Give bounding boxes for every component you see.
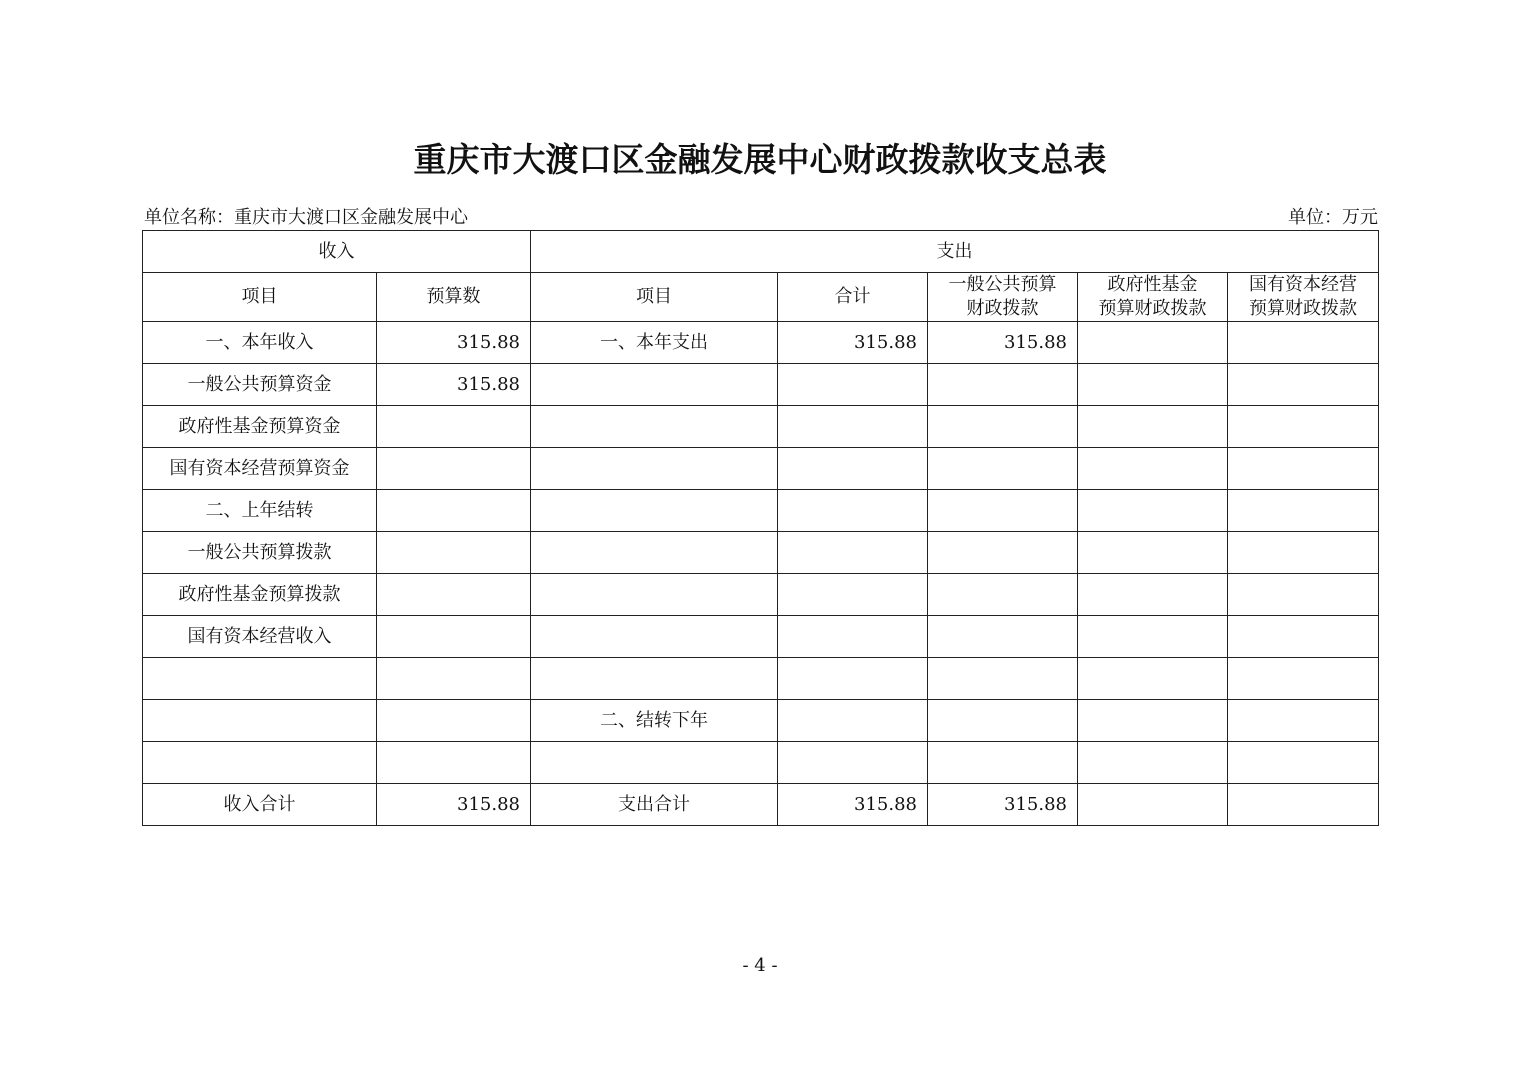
- gov-fund-budget-header-line1: 政府性基金: [1107, 274, 1198, 295]
- general-public-budget-cell: [928, 448, 1078, 490]
- section-header-row: [143, 231, 1379, 273]
- general-public-budget-cell: [928, 490, 1078, 532]
- table-row: [143, 784, 1379, 826]
- budget-amount-header: 预算数: [377, 273, 531, 322]
- table-row: [143, 532, 1379, 574]
- gov-fund-budget-cell: [1078, 406, 1228, 448]
- gov-fund-budget-cell: [1078, 658, 1228, 700]
- expense-item-cell: [531, 742, 778, 784]
- unit-name-label: 单位名称：重庆市大渡口区金融发展中心: [144, 207, 468, 228]
- total-cell: [778, 658, 928, 700]
- expense-item-cell: [531, 364, 778, 406]
- state-capital-budget-header: [1228, 273, 1379, 322]
- income-item-cell: 政府性基金预算资金: [143, 406, 377, 448]
- total-cell: [778, 406, 928, 448]
- expense-item-cell: [531, 574, 778, 616]
- budget-amount-cell: [377, 658, 531, 700]
- total-cell: [778, 616, 928, 658]
- total-cell: [778, 364, 928, 406]
- total-cell: [778, 574, 928, 616]
- state-capital-budget-cell: [1228, 784, 1379, 826]
- unit-label: 单位：万元: [1288, 207, 1378, 228]
- income-item-cell: 一般公共预算拨款: [143, 532, 377, 574]
- income-item-cell: [143, 700, 377, 742]
- income-item-cell: [143, 658, 377, 700]
- expense-item-cell: [531, 490, 778, 532]
- table-row: [143, 322, 1379, 364]
- total-cell: [778, 742, 928, 784]
- expense-item-cell: 二、结转下年: [531, 700, 778, 742]
- income-item-cell: 一般公共预算资金: [143, 364, 377, 406]
- general-public-budget-header-line2: 财政拨款: [966, 298, 1039, 319]
- expense-item-cell: 支出合计: [531, 784, 778, 826]
- column-header-row: [143, 273, 1379, 322]
- state-capital-budget-cell: [1228, 448, 1379, 490]
- income-item-cell: 国有资本经营收入: [143, 616, 377, 658]
- state-capital-budget-cell: [1228, 532, 1379, 574]
- gov-fund-budget-cell: [1078, 532, 1228, 574]
- total-cell: [778, 448, 928, 490]
- gov-fund-budget-cell: [1078, 616, 1228, 658]
- general-public-budget-cell: [928, 364, 1078, 406]
- gov-fund-budget-cell: [1078, 700, 1228, 742]
- state-capital-budget-header-line1: 国有资本经营: [1249, 274, 1358, 295]
- total-cell: [778, 532, 928, 574]
- budget-amount-cell: [377, 700, 531, 742]
- gov-fund-budget-cell: [1078, 448, 1228, 490]
- income-section-header: 收入: [143, 231, 531, 273]
- expense-item-cell: [531, 448, 778, 490]
- budget-amount-cell: 315.88: [377, 784, 531, 826]
- state-capital-budget-cell: [1228, 658, 1379, 700]
- state-capital-budget-cell: [1228, 742, 1379, 784]
- page-number: - 4 -: [742, 955, 778, 976]
- state-capital-budget-cell: [1228, 574, 1379, 616]
- budget-amount-cell: 315.88: [377, 364, 531, 406]
- budget-amount-cell: [377, 742, 531, 784]
- expense-section-header: 支出: [531, 231, 1379, 273]
- state-capital-budget-cell: [1228, 700, 1379, 742]
- budget-summary-table: [142, 230, 1379, 826]
- gov-fund-budget-cell: [1078, 364, 1228, 406]
- expense-item-cell: [531, 406, 778, 448]
- income-item-cell: 二、上年结转: [143, 490, 377, 532]
- gov-fund-budget-cell: [1078, 574, 1228, 616]
- state-capital-budget-cell: [1228, 406, 1379, 448]
- gov-fund-budget-cell: [1078, 322, 1228, 364]
- expense-item-cell: [531, 532, 778, 574]
- budget-amount-cell: [377, 406, 531, 448]
- state-capital-budget-header-line2: 预算财政拨款: [1249, 298, 1358, 319]
- total-cell: [778, 700, 928, 742]
- gov-fund-budget-header-line2: 预算财政拨款: [1098, 298, 1207, 319]
- income-item-cell: [143, 742, 377, 784]
- budget-amount-cell: [377, 490, 531, 532]
- expense-item-cell: [531, 616, 778, 658]
- general-public-budget-cell: [928, 406, 1078, 448]
- general-public-budget-cell: [928, 658, 1078, 700]
- general-public-budget-cell: [928, 742, 1078, 784]
- total-cell: [778, 490, 928, 532]
- total-header: 合计: [778, 273, 928, 322]
- table-row: [143, 742, 1379, 784]
- table-row: [143, 658, 1379, 700]
- general-public-budget-cell: 315.88: [928, 322, 1078, 364]
- gov-fund-budget-cell: [1078, 784, 1228, 826]
- income-item-cell: 一、本年收入: [143, 322, 377, 364]
- table-row: [143, 574, 1379, 616]
- general-public-budget-header-line1: 一般公共预算: [948, 274, 1057, 295]
- general-public-budget-header: [928, 273, 1078, 322]
- expense-item-cell: [531, 658, 778, 700]
- table-row: [143, 448, 1379, 490]
- income-item-cell: 收入合计: [143, 784, 377, 826]
- expense-item-cell: 一、本年支出: [531, 322, 778, 364]
- general-public-budget-cell: [928, 574, 1078, 616]
- table-row: [143, 700, 1379, 742]
- general-public-budget-cell: [928, 616, 1078, 658]
- budget-amount-cell: [377, 532, 531, 574]
- expense-item-header: 项目: [531, 273, 778, 322]
- general-public-budget-cell: [928, 700, 1078, 742]
- general-public-budget-cell: [928, 532, 1078, 574]
- gov-fund-budget-cell: [1078, 742, 1228, 784]
- budget-amount-cell: [377, 448, 531, 490]
- state-capital-budget-cell: [1228, 322, 1379, 364]
- budget-amount-cell: [377, 616, 531, 658]
- state-capital-budget-cell: [1228, 364, 1379, 406]
- table-row: [143, 406, 1379, 448]
- page-title: 重庆市大渡口区金融发展中心财政拨款收支总表: [413, 140, 1107, 179]
- table-row: [143, 490, 1379, 532]
- state-capital-budget-cell: [1228, 616, 1379, 658]
- total-cell: 315.88: [778, 784, 928, 826]
- budget-amount-cell: 315.88: [377, 322, 531, 364]
- general-public-budget-cell: 315.88: [928, 784, 1078, 826]
- state-capital-budget-cell: [1228, 490, 1379, 532]
- income-item-cell: 国有资本经营预算资金: [143, 448, 377, 490]
- income-item-header: 项目: [143, 273, 377, 322]
- table-row: [143, 616, 1379, 658]
- budget-amount-cell: [377, 574, 531, 616]
- income-item-cell: 政府性基金预算拨款: [143, 574, 377, 616]
- table-row: [143, 364, 1379, 406]
- gov-fund-budget-cell: [1078, 490, 1228, 532]
- total-cell: 315.88: [778, 322, 928, 364]
- gov-fund-budget-header: [1078, 273, 1228, 322]
